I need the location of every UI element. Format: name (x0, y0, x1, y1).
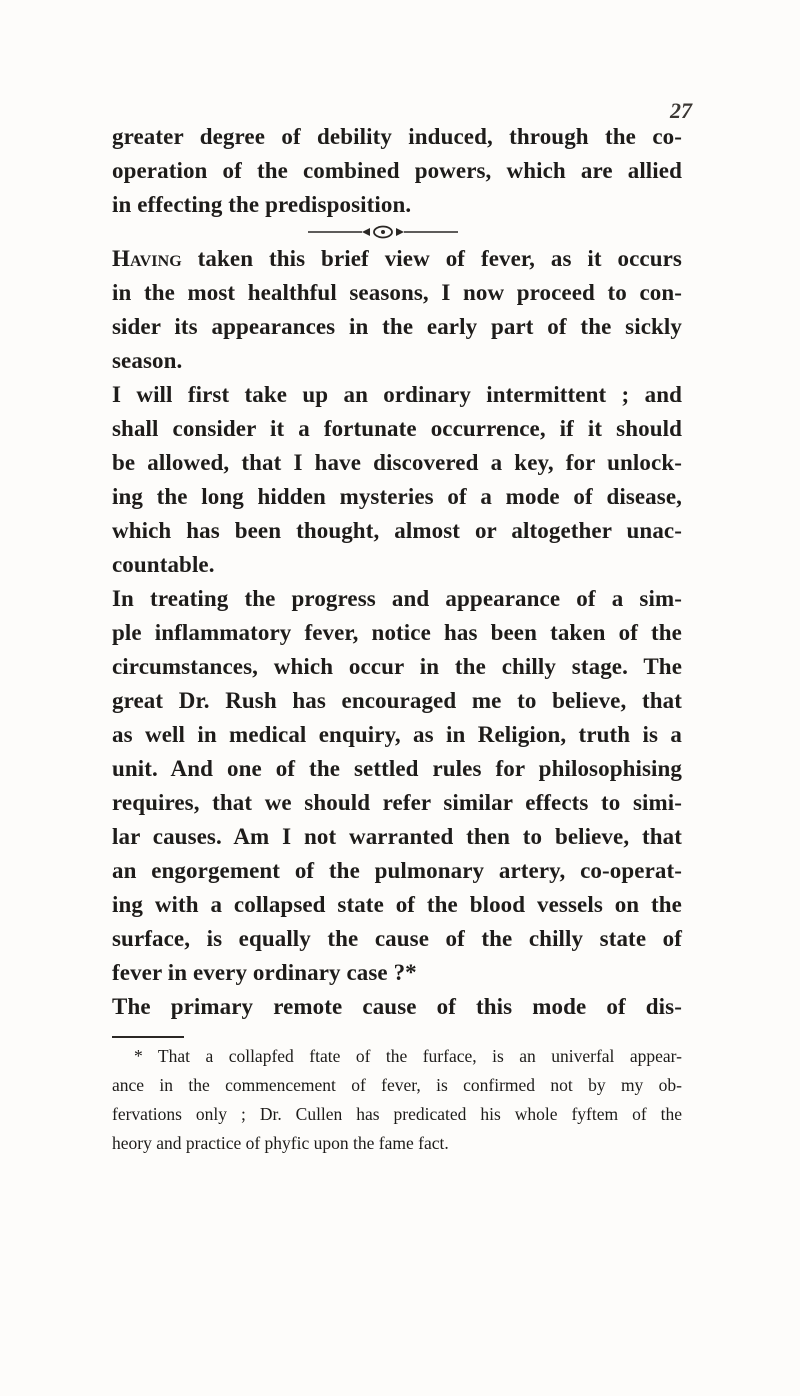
paragraph-1 (112, 120, 682, 222)
text-line: countable. (112, 552, 215, 577)
text-line: fever in every ordinary case ?* (112, 960, 417, 985)
footnote-line: ance in the commencement of fever, is confirmed not by my ob- (112, 1075, 682, 1095)
text-line: ing with a collapsed state of the blood vessels on the (112, 892, 682, 917)
text-line: in effecting the predisposition. (112, 192, 412, 217)
body-text (112, 120, 682, 1158)
paragraph-3 (112, 378, 682, 582)
text-line: operation of the combined powers, which are allied (112, 158, 682, 183)
footnote-line: fervations only ; Dr. Cullen has predicated his whole fyftem of the (112, 1104, 682, 1124)
footnote-line: heory and practice of phyfic upon the fame fact. (112, 1133, 449, 1153)
text-line: ple inflammatory fever, notice has been taken of the (112, 620, 682, 645)
ornament-divider (112, 222, 682, 242)
text-line: In treating the progress and appearance of a sim- (112, 586, 682, 611)
text-line: surface, is equally the cause of the chilly state of (112, 926, 682, 951)
text-line: unit. And one of the settled rules for philosophising (112, 756, 682, 781)
text-line: ing the long hidden mysteries of a mode of disease, (112, 484, 682, 509)
text-line: season. (112, 348, 183, 373)
paragraph-2 (112, 242, 682, 378)
paragraph-4 (112, 582, 682, 1024)
text-line: sider its appearances in the early part of the sickly (112, 314, 682, 339)
text-line (112, 242, 682, 276)
text-line: greater degree of debility induced, through the co- (112, 124, 682, 149)
footnote (112, 1042, 682, 1158)
text-line: requires, that we should refer similar effects to simi- (112, 790, 682, 815)
text-line: The primary remote cause of this mode of dis- (112, 994, 682, 1019)
text-line: which has been thought, almost or altogether unac- (112, 518, 682, 543)
text-line: shall consider it a fortunate occurrence, if it should (112, 416, 682, 441)
text-line: lar causes. Am I not warranted then to believe, that (112, 824, 682, 849)
ornament-icon (308, 224, 458, 240)
text-line: I will first take up an ordinary intermittent ; and (112, 382, 682, 407)
footnote-line: * That a collapfed ftate of the furface, is an univerfal appear- (134, 1046, 682, 1066)
page-number: 27 (670, 98, 692, 123)
text-line: as well in medical enquiry, as in Religion, truth is a (112, 722, 682, 747)
text-line: circumstances, which occur in the chilly stage. The (112, 654, 682, 679)
text-line: great Dr. Rush has encouraged me to believe, that (112, 688, 682, 713)
text-line: an engorgement of the pulmonary artery, co-operat- (112, 858, 682, 883)
footnote-rule (112, 1036, 184, 1038)
text-line: in the most healthful seasons, I now proceed to con- (112, 280, 682, 305)
lead-word: Having (112, 246, 182, 271)
text-line: be allowed, that I have discovered a key, for unlock- (112, 450, 682, 475)
text-run: taken this brief view of fever, as it occurs (181, 246, 682, 271)
